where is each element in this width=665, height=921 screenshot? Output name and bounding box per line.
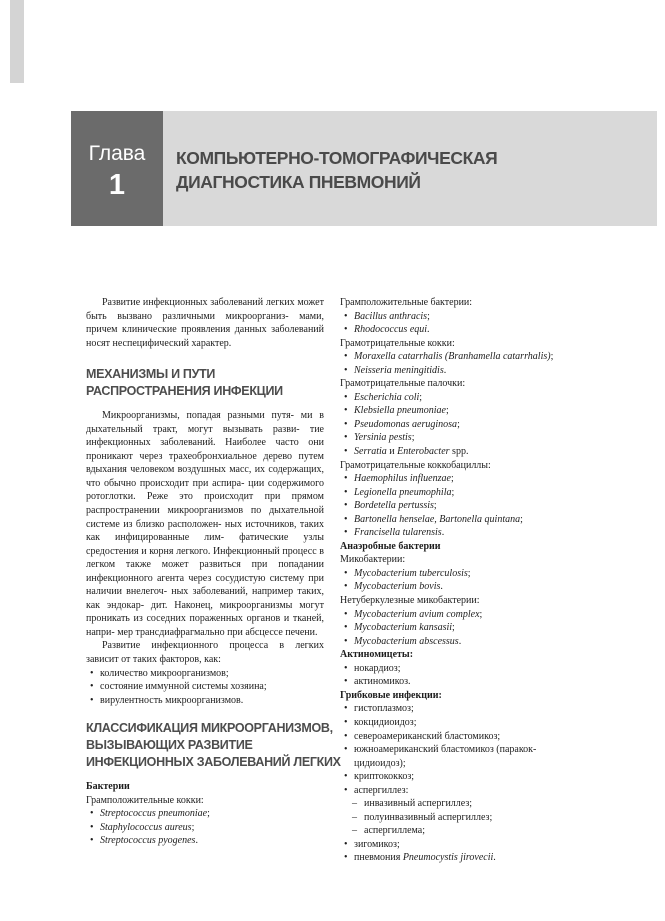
list-item: • количество микроорганизмов; [90,667,229,679]
list-item: • Mycobacterium avium complex; [344,608,483,620]
list-item: • кокцидиоидоз; [344,716,417,728]
list-item: • Mycobacterium tuberculosis; [344,567,471,579]
factors-list [86,667,324,708]
chapter-label: Глава [88,142,146,165]
mycobacteria-label: Микобактерии: [340,554,406,566]
gram-neg-cocci-list [340,350,580,377]
list-item-continuation: цидиоидоз); [354,757,406,769]
gram-pos-cocci-label: Грамположительные кокки: [86,794,204,806]
gram-neg-cocci-label: Грамотрицательные кокки: [340,337,455,349]
list-item: • Mycobacterium kansasii; [344,622,455,634]
ntm-label: Нетуберкулезные микобактерии: [340,595,480,607]
chapter-number-box [71,111,163,226]
bacteria-label: Бактерии [86,781,130,793]
fungal-infections-label: Грибковые инфекции: [340,689,442,701]
list-item: • североамериканский бластомикоз; [344,730,501,742]
list-item: • Klebsiella pneumoniae; [344,405,449,417]
gram-pos-bact-label: Грамположительные бактерии: [340,297,473,308]
ntm-list [340,608,580,649]
factors-intro-paragraph: Развитие инфекционного процесса в легких зависит от таких факторов, как: [86,640,324,666]
list-item: – полуинвазивный аспергиллез; [352,811,493,823]
chapter-title-line: КОМПЬЮТЕРНО-ТОМОГРАФИЧЕСКАЯ [176,148,498,168]
list-item: • Streptococcus pyogenes. [90,835,198,847]
list-item: • Legionella pneumophila; [344,486,455,498]
gram-neg-rods-list [340,391,580,459]
anaerobes-label: Анаэробные бактерии [340,540,441,552]
aspergillosis-sublist [340,797,580,838]
list-item: – инвазивный аспергиллез; [352,798,473,810]
mycobacteria-list [340,567,580,594]
list-item: • Rhodococcus equi. [344,324,430,336]
list-item: • Pseudomonas aeruginosa; [344,418,460,430]
list-item: • Serratia и Enterobacter spp. [344,446,469,458]
mechanisms-paragraph: Микроорганизмы, попадая разными путя- ми в дыхательный тракт, могут вызывать разви- тие инфекционных заболеваний. Наиболее часто они проникают через трахеобронхиальное дерево путем вдыхания человеком воздушных масс, их содержащих, что обычно происходит при аспира- ции содержимого ротоглотки. Реже это происходит при прямом распространении микроорганизмов по дыхательной системе из близко расположен- ных источников, таких как инфицированные лим- фатические узлы средостения и корня легкого. Инфекционный процесс в легком также может развиться при попадании инфекционного агента через сосудистую систему при наличии внелегоч- ных заболеваний, например таких, как эндокар- дит. Наконец, микроорганизмы могут проникать из соседних пораженных органов и тканей, напри- мер трансдиафрагмально при абсцессе печени. [86,410,325,638]
list-item: • Bacillus anthracis; [344,310,430,322]
list-item: • пневмония Pneumocystis jirovecii. [344,852,496,864]
list-item: • Moraxella catarrhalis (Branhamella catarrhalis); [344,351,554,363]
gram-neg-rods-label: Грамотрицательные палочки: [340,378,466,390]
list-item: – аспергиллема; [352,825,426,837]
list-item: • Staphylococcus aureus; [90,821,195,833]
list-item: • южноамериканский бластомикоз (паракок- [344,744,537,756]
list-item: • зигомикоз; [344,838,400,850]
intro-paragraph: Развитие инфекционных заболеваний легких может быть вызвано различными микроорганиз- мами, причем клинические проявления данных заболеваний носят неспецифический характер. [86,297,324,349]
section-heading-mechanisms: МЕХАНИЗМЫ И ПУТИ РАСПРОСТРАНЕНИЯ ИНФЕКЦИИ [86,367,283,399]
list-item: • Bordetella pertussis; [344,500,437,512]
section-heading-classification: КЛАССИФИКАЦИЯ МИКРООРГАНИЗМОВ, ВЫЗЫВАЮЩИХ РАЗВИТИЕ ИНФЕКЦИОННЫХ ЗАБОЛЕВАНИЙ ЛЕГКИХ [86,721,341,770]
list-item: • криптококкоз; [344,771,415,783]
chapter-number: 1 [108,169,126,201]
gram-neg-coccobacilli-list [340,472,580,540]
gram-pos-bact-list [340,310,580,337]
page-corner-tab [10,0,24,83]
list-item: • Mycobacterium bovis. [344,581,443,593]
list-item: • Francisella tularensis. [344,527,445,539]
list-item: • Mycobacterium abscessus. [344,635,462,647]
list-item: • Streptococcus pneumoniae; [90,808,210,820]
fungal-infections-list [340,702,580,797]
gram-neg-coccobacilli-label: Грамотрицательные коккобациллы: [340,459,491,471]
left-column [86,296,341,848]
fungal-infections-list-end [340,838,580,865]
list-item: • Yersinia pestis; [344,432,415,444]
list-item: • состояние иммунной системы хозяина; [90,681,267,693]
actinomycetes-label: Актиномицеты: [340,649,414,661]
chapter-title-line: ДИАГНОСТИКА ПНЕВМОНИЙ [176,172,421,192]
right-column [340,296,580,865]
actinomycetes-list [340,662,580,689]
list-item: • актиномикоз. [344,676,411,688]
list-item: • вирулентность микроорганизмов. [90,694,244,706]
list-item: • Bartonella henselae, Bartonella quintana; [344,513,523,525]
list-item: • гистоплазмоз; [344,703,414,715]
gram-pos-cocci-list [86,807,324,848]
list-item: • Haemophilus influenzae; [344,473,454,485]
list-item: • Escherichia coli; [344,391,423,403]
list-item: • Neisseria meningitidis. [344,364,447,376]
chapter-title [176,146,497,194]
list-item: • нокардиоз; [344,662,401,674]
list-item: • аспергиллез: [344,784,409,796]
